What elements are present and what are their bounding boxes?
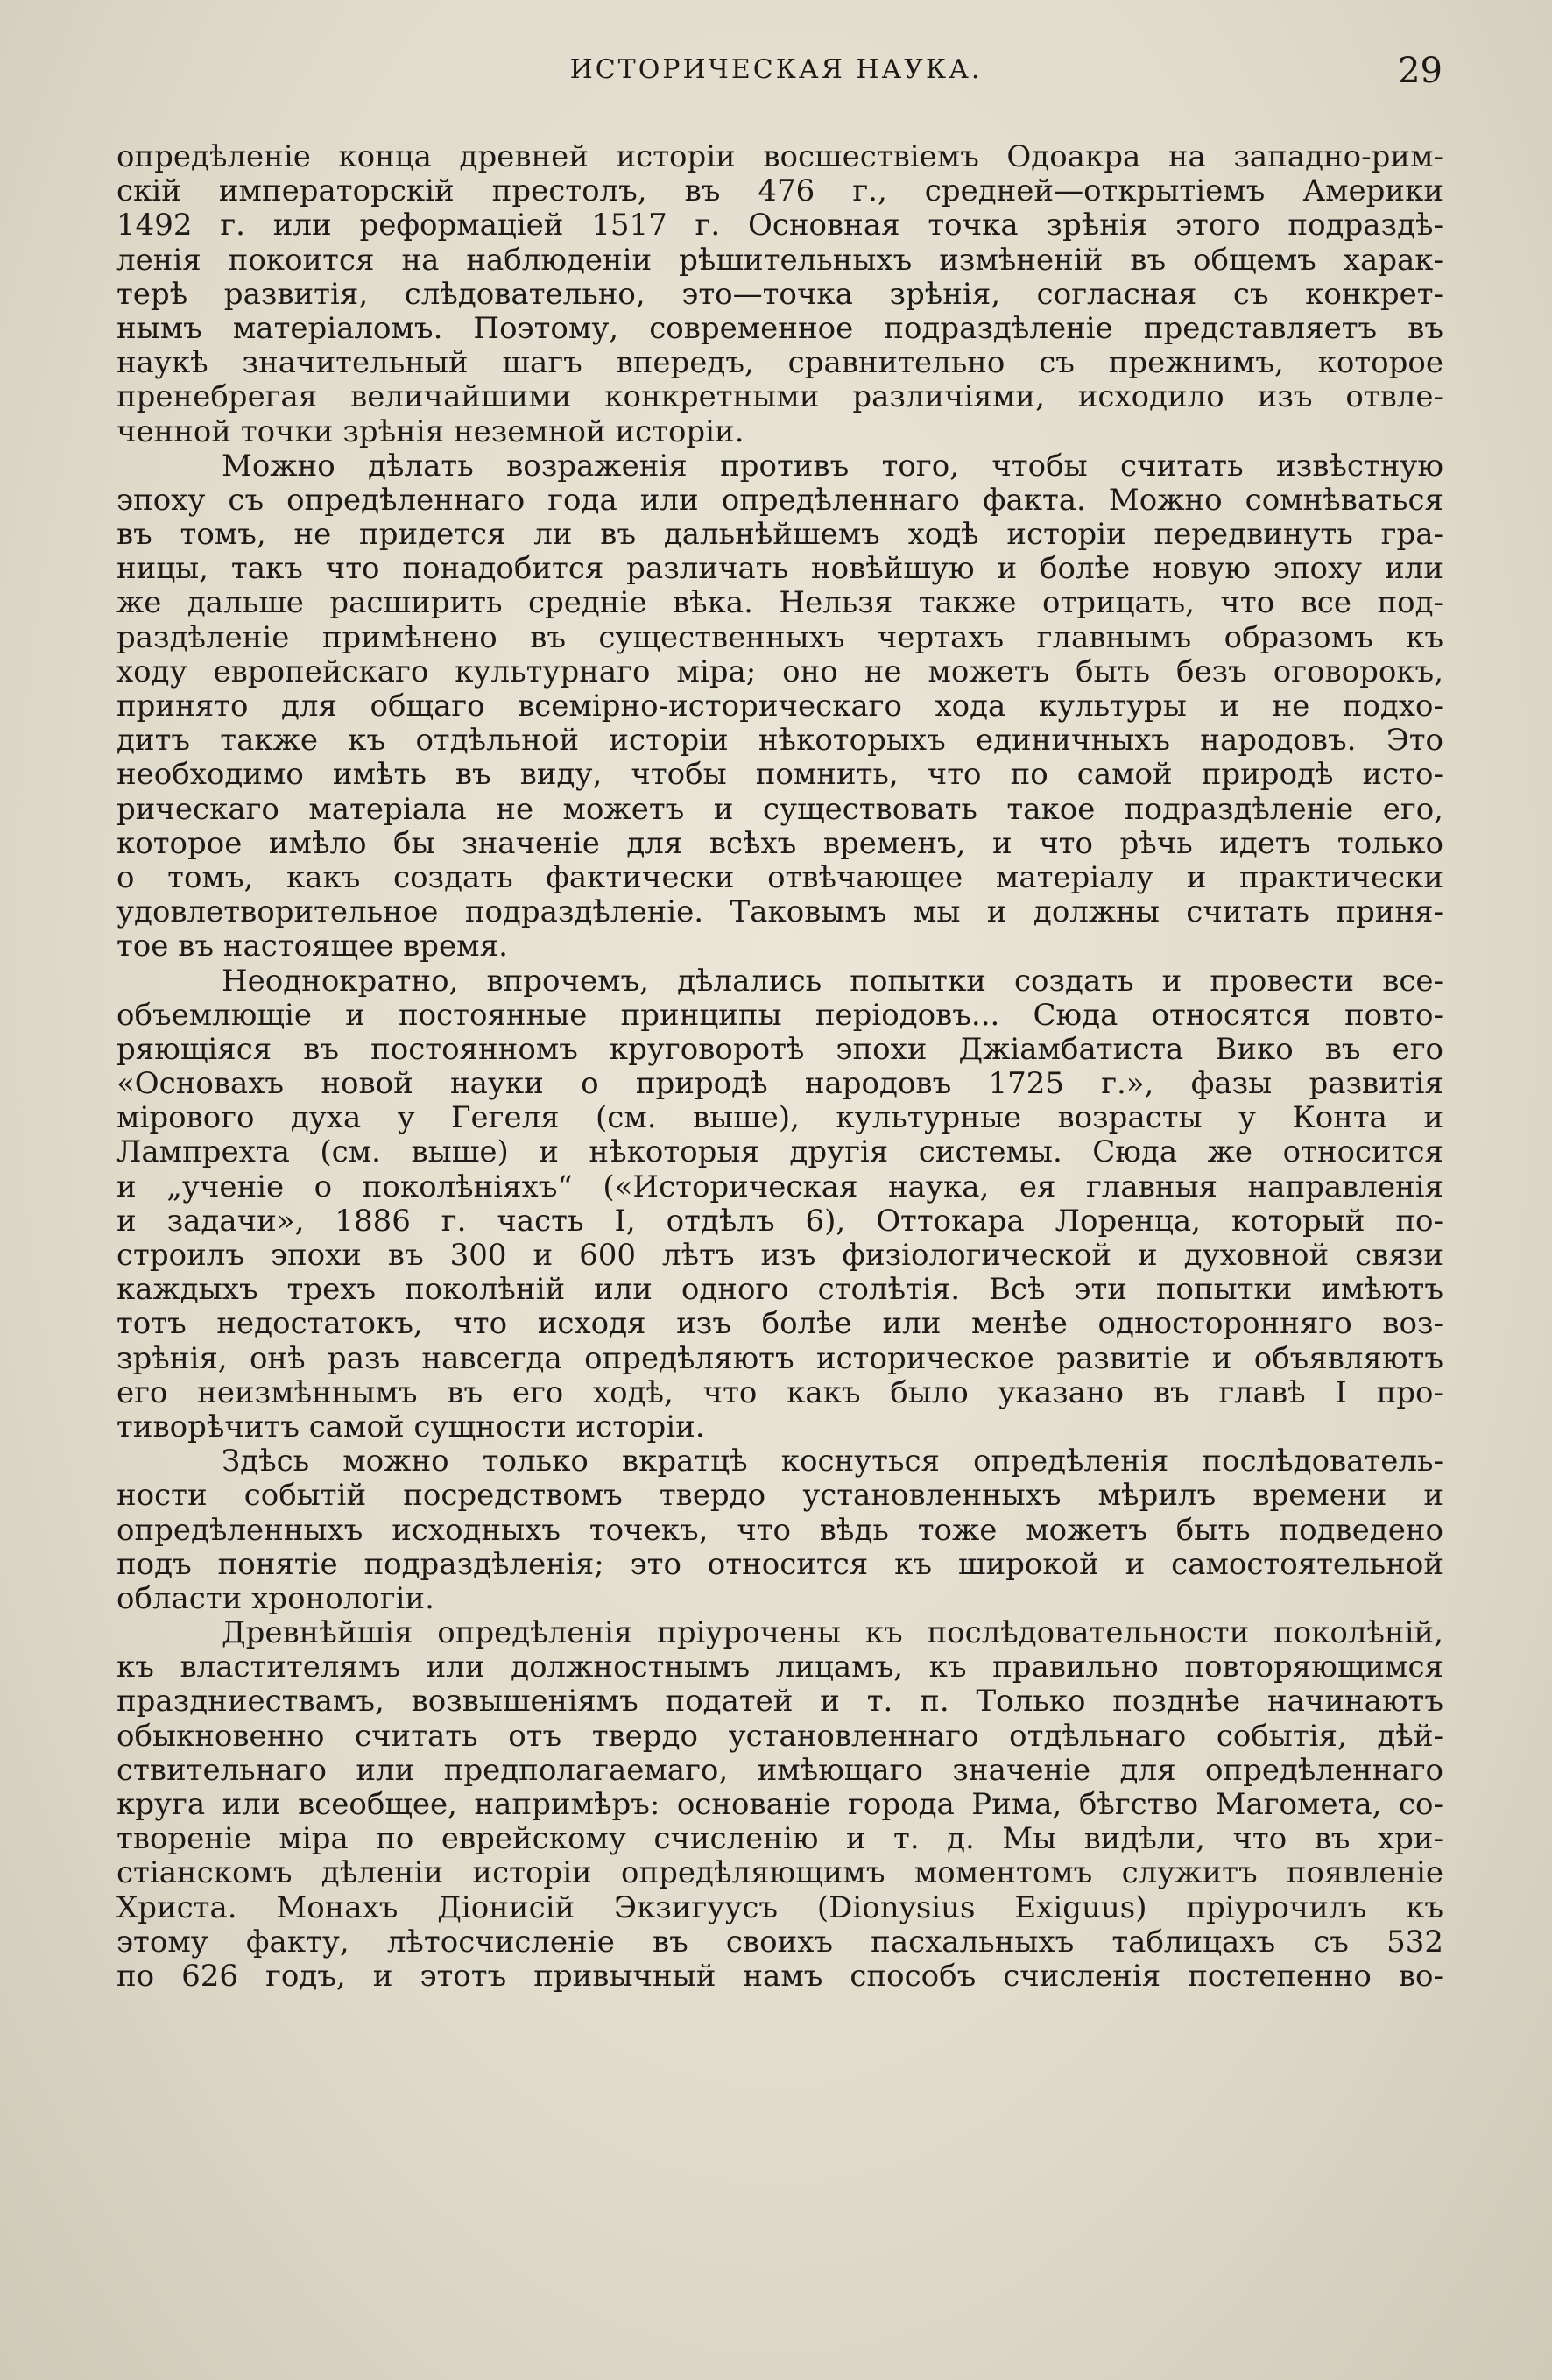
text-line: пренебрегая величайшими конкретными различіями, исходило изъ отвле- [116, 379, 1443, 415]
text-line: праздниествамъ, возвышеніямъ податей и т. п. Только позднѣе начинаютъ [116, 1684, 1443, 1720]
page-number: 29 [1398, 51, 1443, 91]
running-title: ИСТОРИЧЕСКАЯ НАУКА. [569, 54, 983, 85]
text-line: рическаго матеріала не можетъ и существовать такое подраздѣленіе его, [116, 791, 1443, 827]
text-line: этому факту, лѣтосчисленіе въ своихъ пасхальныхъ таблицахъ съ 532 [116, 1924, 1443, 1960]
text-line: объемлющіе и постоянные принципы періодовъ... Сюда относятся повто- [116, 997, 1443, 1033]
text-line: ницы, такъ что понадобится различать новѣйшую и болѣе новую эпоху или [116, 551, 1443, 587]
text-line: раздѣленіе примѣнено въ существенныхъ чертахъ главнымъ образомъ къ [116, 619, 1443, 655]
text-line: мірового духа у Гегеля (см. выше), культурные возрасты у Конта и [116, 1100, 1443, 1136]
text-line: принято для общаго всемірно-историческаго хода культуры и не подхо- [116, 689, 1443, 724]
text-line: твореніе міра по еврейскому счисленію и т. д. Мы видѣли, что въ хри- [116, 1821, 1443, 1857]
text-line: Можно дѣлать возраженія противъ того, чтобы считать извѣстную [222, 448, 1443, 484]
text-line: ствительнаго или предполагаемаго, имѣющаго значеніе для опредѣленнаго [116, 1752, 1443, 1788]
text-line: которое имѣло бы значеніе для всѣхъ временъ, и что рѣчь идетъ только [116, 825, 1443, 861]
text-line: по 626 годъ, и этотъ привычный намъ способъ счисленія постепенно во- [116, 1958, 1443, 1994]
text-line: его неизмѣннымъ въ его ходѣ, что какъ было указано въ главѣ I про- [116, 1374, 1443, 1410]
text-line: Неоднократно, впрочемъ, дѣлались попытки создать и провести все- [222, 963, 1443, 999]
text-line: ленія покоится на наблюденіи рѣшительныхъ измѣненій въ общемъ харак- [116, 242, 1443, 278]
text-line: дитъ также къ отдѣльной исторіи нѣкоторыхъ единичныхъ народовъ. Это [116, 723, 1443, 759]
body-text [116, 140, 1443, 1994]
text-line: и „ученіе о поколѣніяхъ“ («Историческая наука, ея главныя направленія [116, 1169, 1443, 1204]
text-line: удовлетворительное подраздѣленіе. Таковымъ мы и должны считать приня- [116, 894, 1443, 930]
text-line: и задачи», 1886 г. часть I, отдѣлъ 6), Оттокара Лоренца, который по- [116, 1203, 1443, 1239]
text-line: въ томъ, не придется ли въ дальнѣйшемъ ходѣ исторіи передвинуть гра- [116, 517, 1443, 553]
running-head [0, 51, 1552, 98]
text-line: нымъ матеріаломъ. Поэтому, современное подраздѣленіе представляетъ въ [116, 310, 1443, 346]
text-line: Здѣсь можно только вкратцѣ коснуться опредѣленія послѣдователь- [222, 1444, 1443, 1480]
text-line: же дальше расширить средніе вѣка. Нельзя также отрицать, что все под- [116, 585, 1443, 621]
text-line: тиворѣчитъ самой сущности исторіи. [116, 1409, 705, 1444]
text-line: Христа. Монахъ Діонисій Экзигуусъ (Dionysius Exiguus) пріурочилъ къ [116, 1889, 1443, 1925]
text-line: зрѣнія, онѣ разъ навсегда опредѣляютъ историческое развитіе и объявляютъ [116, 1340, 1443, 1376]
text-line: обыкновенно считать отъ твердо установленнаго отдѣльнаго событія, дѣй- [116, 1718, 1443, 1754]
text-line: терѣ развитія, слѣдовательно, это—точка зрѣнія, согласная съ конкрет- [116, 276, 1443, 312]
text-line: Лампрехта (см. выше) и нѣкоторыя другія системы. Сюда же относится [116, 1134, 1443, 1170]
text-line: наукѣ значительный шагъ впередъ, сравнительно съ прежнимъ, которое [116, 345, 1443, 381]
text-line: тое въ настоящее время. [116, 929, 508, 964]
text-line: подъ понятіе подраздѣленія; это относится къ широкой и самостоятельной [116, 1546, 1443, 1582]
text-line: необходимо имѣть въ виду, чтобы помнить, что по самой природѣ исто- [116, 757, 1443, 793]
text-line: области хронологіи. [116, 1580, 434, 1616]
text-line: тотъ недостатокъ, что исходя изъ болѣе или менѣе односторонняго воз- [116, 1306, 1443, 1342]
text-line: опредѣленіе конца древней исторіи восшествіемъ Одоакра на западно-рим- [116, 139, 1443, 174]
text-line: Древнѣйшія опредѣленія пріурочены къ послѣдовательности поколѣній, [222, 1615, 1443, 1651]
text-line: ченной точки зрѣнія неземной исторіи. [116, 413, 744, 449]
text-line: строилъ эпохи въ 300 и 600 лѣтъ изъ физіологической и духовной связи [116, 1238, 1443, 1273]
text-line: ряющіяся въ постоянномъ круговоротѣ эпохи Джіамбатиста Вико въ его [116, 1031, 1443, 1067]
text-line: «Основахъ новой науки о природѣ народовъ 1725 г.», фазы развитія [116, 1066, 1443, 1102]
text-line: о томъ, какъ создать фактически отвѣчающее матеріалу и практически [116, 859, 1443, 895]
text-line: каждыхъ трехъ поколѣній или одного столѣтія. Всѣ эти попытки имѣютъ [116, 1272, 1443, 1308]
text-line: 1492 г. или реформаціей 1517 г. Основная точка зрѣнія этого подраздѣ- [116, 208, 1443, 244]
text-line: скій императорскій престолъ, въ 476 г., средней—открытіемъ Америки [116, 173, 1443, 209]
text-line: круга или всеобщее, напримѣръ: основаніе города Рима, бѣгство Магомета, со- [116, 1787, 1443, 1822]
text-line: стіанскомъ дѣленіи исторіи опредѣляющимъ моментомъ служитъ появленіе [116, 1855, 1443, 1891]
text-line: ности событій посредствомъ твердо установленныхъ мѣрилъ времени и [116, 1478, 1443, 1514]
text-line: ходу европейскаго культурнаго міра; оно не можетъ быть безъ оговорокъ, [116, 653, 1443, 689]
text-line: къ властителямъ или должностнымъ лицамъ, къ правильно повторяющимся [116, 1649, 1443, 1685]
text-line: эпоху съ опредѣленнаго года или опредѣленнаго факта. Можно сомнѣваться [116, 482, 1443, 518]
text-line: опредѣленныхъ исходныхъ точекъ, что вѣдь тоже можетъ быть подведено [116, 1512, 1443, 1548]
